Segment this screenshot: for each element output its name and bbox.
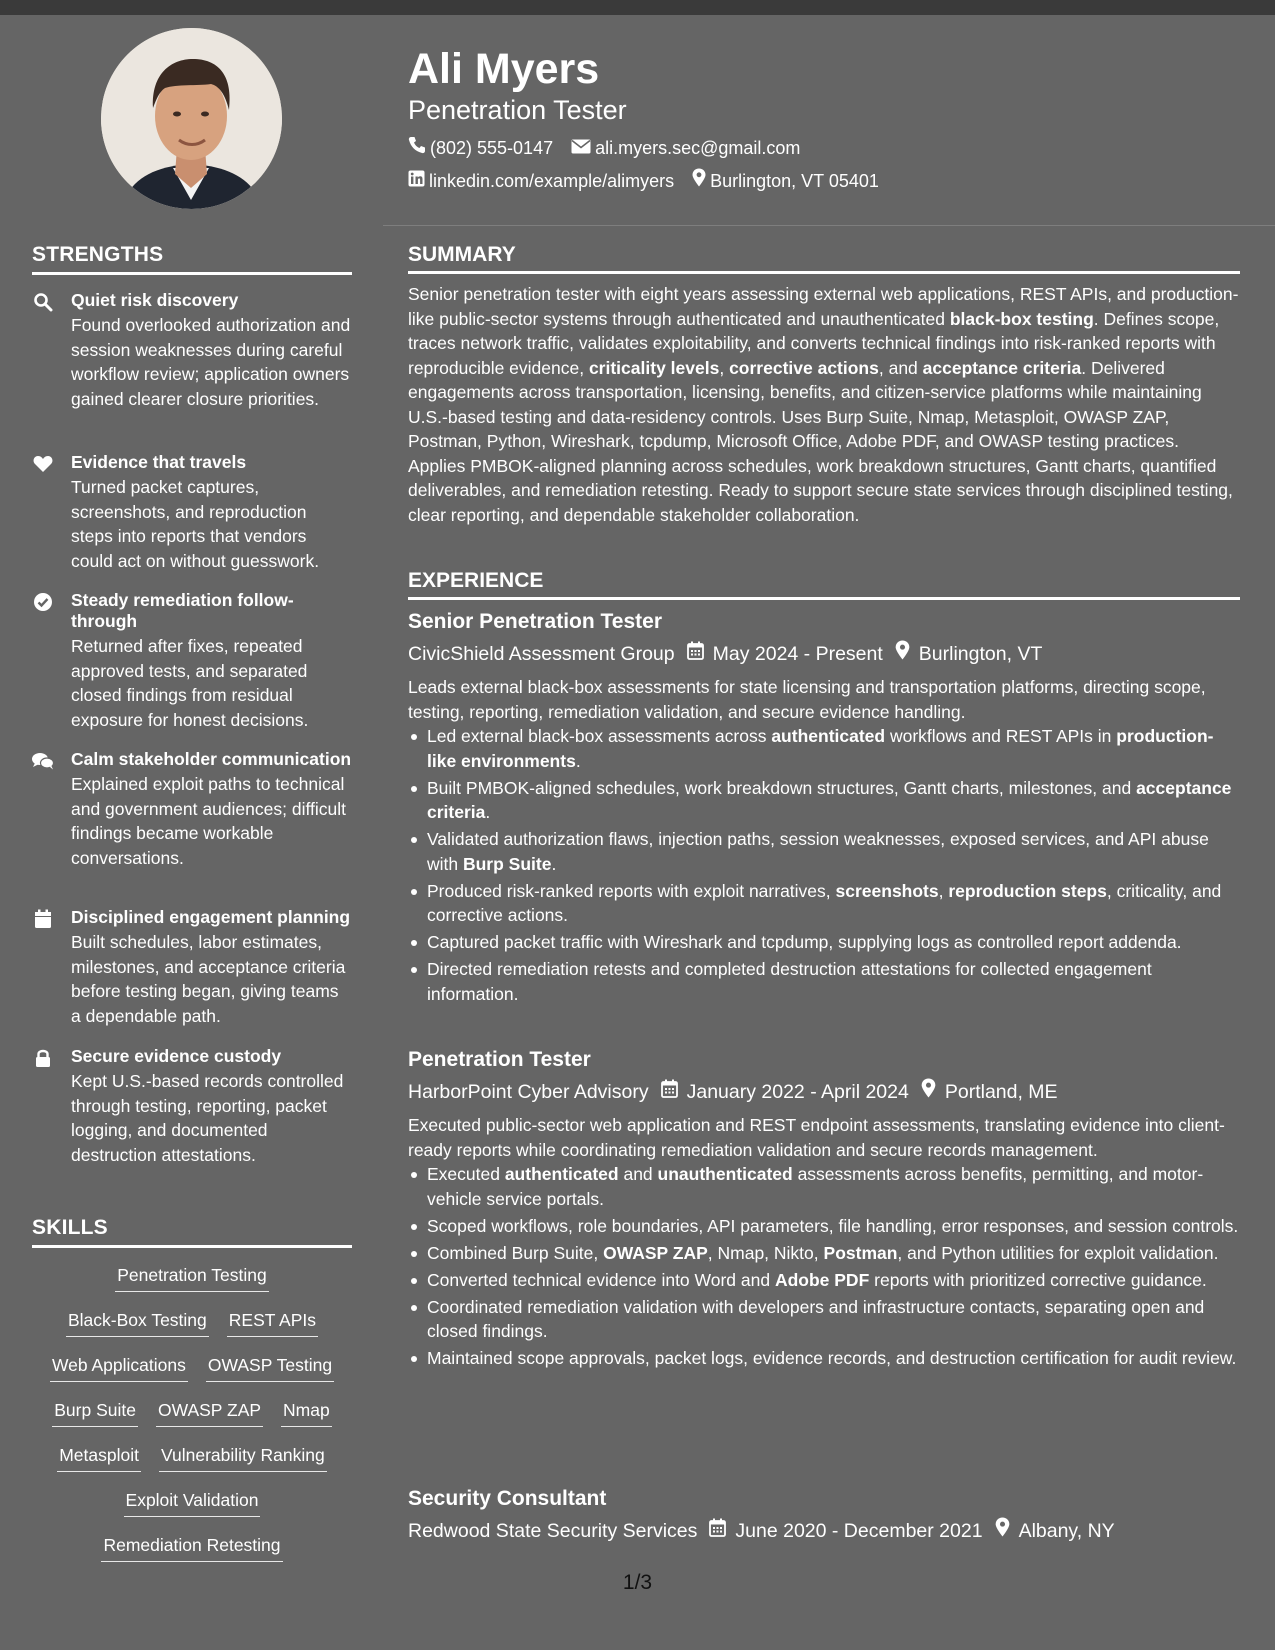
- contact-email[interactable]: [571, 136, 800, 160]
- company-name: HarborPoint Cyber Advisory: [408, 1080, 649, 1103]
- skill-tag: Metasploit: [57, 1443, 141, 1472]
- job-location: Burlington, VT: [918, 642, 1043, 665]
- skill-tag: OWASP Testing: [206, 1353, 334, 1382]
- skill-tag: REST APIs: [227, 1308, 318, 1337]
- strength-item: [32, 907, 352, 1028]
- job-bullets: [408, 724, 1240, 1009]
- summary-text: Senior penetration tester with eight years assessing external web applications, REST APIs, and production-like public-sector systems through authenticated and unauthenticated black-box testing. Defines scope, traces network traffic, validates exploitability, and converts technical findings into risk-ranked reports with reproducible evidence, criticality levels, corrective actions, and acceptance criteria. Delivered engagements across transportation, licensing, benefits, and citizen-service platforms while maintaining U.S.-based testing and data-residency controls. Uses Burp Suite, Nmap, Metasploit, OWASP ZAP, Postman, Python, Wireshark, tcpdump, Microsoft Office, Adobe PDF, and OWASP testing practices. Applies PMBOK-aligned planning across schedules, work breakdown structures, Gantt charts, quantified deliverables, and remediation retesting. Ready to support secure state services through disciplined testing, clear reporting, and dependable stakeholder collaboration.: [408, 284, 1239, 525]
- strength-title: Evidence that travels: [71, 452, 247, 472]
- strength-title: Disciplined engagement planning: [71, 907, 351, 927]
- main-content: [408, 15, 1240, 1635]
- list-item: Directed remediation retests and completed destruction attestations for collected engagement information.: [408, 957, 1240, 1006]
- map-pin-icon: [921, 1078, 936, 1105]
- strength-description: Kept U.S.-based records controlled through testing, reporting, packet logging, and documented destruction attestations.: [71, 1071, 344, 1165]
- job-title: Penetration Tester: [408, 1048, 591, 1071]
- search-icon: [32, 292, 54, 312]
- check-circle-icon: [32, 592, 54, 612]
- strength-description: Returned after fixes, repeated approved tests, and separated closed findings from residual exposure for honest decisions.: [71, 636, 309, 730]
- job-meta: [408, 1078, 1058, 1105]
- skill-tag: Penetration Testing: [115, 1263, 269, 1292]
- calendar-icon: [661, 1079, 678, 1105]
- list-item: Produced risk-ranked reports with exploit narratives, screenshots, reproduction steps, criticality, and corrective actions.: [408, 879, 1240, 928]
- job-dates: May 2024 - Present: [712, 642, 883, 665]
- strengths-heading: STRENGTHS: [32, 243, 352, 275]
- strength-title: Calm stakeholder communication: [71, 749, 352, 769]
- linkedin-text[interactable]: linkedin.com/example/alimyers: [429, 170, 675, 191]
- list-item: Executed authenticated and unauthenticated assessments across benefits, permitting, and motor-vehicle service portals.: [408, 1162, 1240, 1211]
- skill-tag: Remediation Retesting: [101, 1533, 282, 1562]
- job-dates: January 2022 - April 2024: [686, 1080, 909, 1103]
- list-item: Built PMBOK-aligned schedules, work breakdown structures, Gantt charts, milestones, and acceptance criteria.: [408, 776, 1240, 825]
- list-item: Coordinated remediation validation with developers and infrastructure contacts, separating open and closed findings.: [408, 1295, 1240, 1344]
- strength-item: [32, 590, 352, 732]
- contact-phone: [408, 136, 553, 160]
- map-pin-icon: [895, 640, 910, 667]
- candidate-name: Ali Myers: [408, 45, 600, 93]
- skill-tag: Vulnerability Ranking: [159, 1443, 327, 1472]
- job-location: Albany, NY: [1018, 1519, 1115, 1542]
- contact-location: [692, 168, 879, 193]
- list-item: Led external black-box assessments across authenticated workflows and REST APIs in production-like environments.: [408, 724, 1240, 773]
- skill-tag: Black-Box Testing: [66, 1308, 209, 1337]
- list-item: Scoped workflows, role boundaries, API parameters, file handling, error responses, and session controls.: [408, 1214, 1240, 1239]
- skill-tag: OWASP ZAP: [156, 1398, 263, 1427]
- list-item: Combined Burp Suite, OWASP ZAP, Nmap, Nikto, Postman, and Python utilities for exploit validation.: [408, 1241, 1240, 1266]
- strength-description: Found overlooked authorization and session weaknesses during careful workflow review; application owners gained clearer closure priorities.: [71, 315, 351, 409]
- strength-item: [32, 1046, 352, 1167]
- strength-description: Turned packet captures, screenshots, and reproduction steps into reports that vendors could act on without guesswork.: [71, 477, 320, 571]
- strength-item: [32, 290, 352, 411]
- skill-tag: Web Applications: [50, 1353, 188, 1382]
- list-item: Converted technical evidence into Word and Adobe PDF reports with prioritized corrective guidance.: [408, 1268, 1240, 1293]
- summary-heading: SUMMARY: [408, 243, 1240, 274]
- job-title: Security Consultant: [408, 1487, 607, 1510]
- job-summary: Leads external black-box assessments for state licensing and transportation platforms, directing scope, testing, reporting, remediation validation, and secure evidence handling.: [408, 677, 1206, 722]
- profile-photo: [101, 28, 282, 209]
- job-summary: Executed public-sector web application and REST endpoint assessments, translating evidence into client-ready reports while coordinating remediation validation and secure records management.: [408, 1115, 1225, 1160]
- job-meta: [408, 640, 1042, 667]
- strength-description: Explained exploit paths to technical and government audiences; difficult findings became workable conversations.: [71, 774, 346, 868]
- map-pin-icon: [995, 1517, 1010, 1544]
- strength-item: [32, 749, 352, 870]
- strength-title: Secure evidence custody: [71, 1046, 282, 1066]
- sidebar: [32, 15, 352, 1635]
- heart-icon: [32, 454, 54, 474]
- phone-text: (802) 555-0147: [430, 138, 554, 158]
- job-location: Portland, ME: [944, 1080, 1058, 1103]
- page-number: 1/3: [622, 1571, 653, 1594]
- strength-description: Built schedules, labor estimates, milestones, and acceptance criteria before testing began, giving teams a dependable path.: [71, 932, 346, 1026]
- job-bullets: [408, 1162, 1240, 1373]
- job-meta: [408, 1517, 1115, 1544]
- strength-title: Steady remediation follow-through: [71, 590, 294, 631]
- contact-row: [408, 168, 879, 193]
- contact-row: [408, 136, 800, 160]
- calendar-icon: [709, 1518, 726, 1544]
- location-text: Burlington, VT 05401: [710, 170, 879, 191]
- map-pin-icon: [692, 168, 706, 193]
- experience-heading: EXPERIENCE: [408, 569, 1240, 600]
- phone-icon: [408, 136, 426, 160]
- strength-title: Quiet risk discovery: [71, 290, 239, 310]
- comments-icon: [32, 751, 54, 771]
- top-bar: [0, 0, 1275, 15]
- envelope-icon: [571, 136, 591, 160]
- skill-tag: Exploit Validation: [124, 1488, 261, 1517]
- skill-tag: Burp Suite: [52, 1398, 138, 1427]
- linkedin-icon: [408, 169, 425, 193]
- job-dates: June 2020 - December 2021: [735, 1519, 983, 1542]
- skills-heading: SKILLS: [32, 1216, 352, 1248]
- company-name: Redwood State Security Services: [408, 1519, 698, 1542]
- lock-icon: [32, 1048, 54, 1068]
- strength-item: [32, 452, 352, 573]
- contact-linkedin[interactable]: [408, 168, 674, 193]
- skills-list: [32, 1263, 352, 1578]
- calendar-icon: [32, 909, 54, 929]
- list-item: Validated authorization flaws, injection paths, session weaknesses, exposed services, and API abuse with Burp Suite.: [408, 827, 1240, 876]
- job-title: Senior Penetration Tester: [408, 610, 663, 633]
- skill-tag: Nmap: [281, 1398, 332, 1427]
- list-item: Captured packet traffic with Wireshark and tcpdump, supplying logs as controlled report addenda.: [408, 930, 1240, 955]
- candidate-role: Penetration Tester: [408, 95, 627, 125]
- list-item: Maintained scope approvals, packet logs, evidence records, and destruction certification for audit review.: [408, 1346, 1240, 1371]
- company-name: CivicShield Assessment Group: [408, 642, 675, 665]
- email-text[interactable]: ali.myers.sec@gmail.com: [595, 138, 801, 158]
- calendar-icon: [687, 641, 704, 667]
